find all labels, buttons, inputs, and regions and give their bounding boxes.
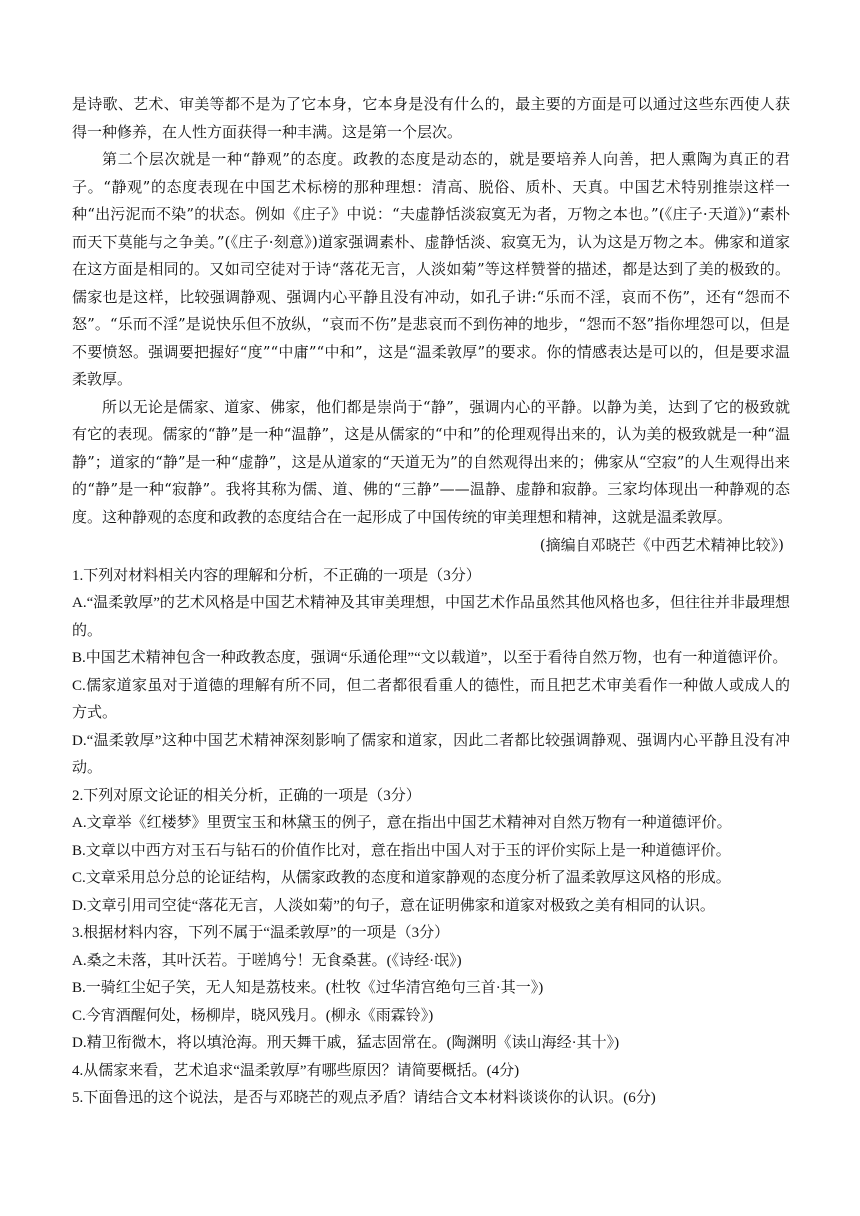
question-option: A.桑之未落，其叶沃若。于嗟鸠兮！无食桑葚。(《诗经·氓》) bbox=[72, 952, 462, 969]
question-option: D.精卫衔微木，将以填沧海。刑天舞干戚，猛志固常在。(陶渊明《读山海经·其十》) bbox=[72, 1035, 620, 1051]
question-option: B.文章以中西方对玉石与钻石的价值作比对，意在指出中国人对于玉的评价实际上是一种道德评价。 bbox=[72, 842, 731, 859]
passage-source: (摘编自邓晓芒《中西艺术精神比较》) bbox=[539, 536, 784, 554]
question-option: C.文章采用总分总的论证结构，从儒家政教的态度和道家静观的态度分析了温柔敦厚这风格的形成。 bbox=[72, 870, 731, 886]
question-option: C.儒家道家虽对于道德的理解有所不同，但二者都很看重人的德性，而且把艺术审美看作一种做人或成人的方式。 bbox=[72, 677, 790, 721]
question-1 bbox=[72, 563, 790, 783]
question-option: A.文章举《红楼梦》里贾宝玉和林黛玉的例子，意在指出中国艺术精神对自然万物有一种道德评价。 bbox=[72, 815, 732, 831]
document-page bbox=[72, 91, 790, 1113]
question-option: D.“温柔敦厚”这种中国艺术精神深刻影响了儒家和道家，因此二者都比较强调静观、强调内心平静且没有冲动。 bbox=[72, 732, 790, 776]
passage-paragraph-1: 是诗歌、艺术、审美等都不是为了它本身，它本身是没有什么的，最主要的方面是可以通过这些东西使人获得一种修养，在人性方面获得一种丰满。这是第一个层次。 bbox=[72, 95, 790, 141]
passage-paragraph-2: 第二个层次就是一种“静观”的态度。政教的态度是动态的，就是要培养人向善，把人熏陶为真正的君子。“静观”的态度表现在中国艺术标榜的那种理想：清高、脱俗、质朴、天真。中国艺术特别推崇这样一种“出污泥而不染”的状态。例如《庄子》中说：“夫虚静恬淡寂寞无为者，万物之本也。”(《庄子·天道》)“素朴而天下莫能与之争美。”(《庄子·刻意》)道家强调素朴、虚静恬淡、寂寞无为，认为这是万物之本。佛家和道家在这方面是相同的。又如司空徒对于诗“落花无言，人淡如菊”等这样赞誉的描述，都是达到了美的极致的。儒家也是这样，比较强调静观、强调内心平静且没有冲动，如孔子讲:“乐而不淫，哀而不伤”，还有“怨而不怒”。“乐而不淫”是说快乐但不放纵，“哀而不伤”是悲哀而不到伤神的地步，“怨而不怒”指你埋怨可以，但是不要愤怒。强调要把握好“度”“中庸”“中和”，这是“温柔敦厚”的要求。你的情感表达是可以的，但是要求温柔敦厚。 bbox=[72, 150, 790, 388]
question-option: C.今宵酒醒何处，杨柳岸，晓风残月。(柳永《雨霖铃》) bbox=[72, 1007, 434, 1024]
question-stem: 2.下列对原文论证的相关分析，正确的一项是（3分） bbox=[72, 787, 421, 804]
question-option: B.中国艺术精神包含一种政教态度，强调“乐通伦理”“文以载道”，以至于看待自然万物，也有一种道德评价。 bbox=[72, 650, 788, 666]
question-option: A.“温柔敦厚”的艺术风格是中国艺术精神及其审美理想，中国艺术作品虽然其他风格也多，但往往并非最理想的。 bbox=[72, 595, 790, 639]
question-stem: 3.根据材料内容，下列不属于“温柔敦厚”的一项是（3分） bbox=[72, 925, 450, 941]
question-stem: 1.下列对材料相关内容的理解和分析，不正确的一项是（3分） bbox=[72, 567, 481, 584]
question-4 bbox=[72, 1058, 790, 1086]
passage-paragraph-3: 所以无论是儒家、道家、佛家，他们都是崇尚于“静”，强调内心的平静。以静为美，达到了它的极致就有它的表现。儒家的“静”是一种“温静”，这是从儒家的“中和”的伦理观得出来的，认为美的极致就是一种“温静”；道家的“静”是一种“虚静”，这是从道家的“天道无为”的自然观得出来的；佛家从“空寂”的人生观得出来的“静”是一种“寂静”。我将其称为儒、道、佛的“三静”——温静、虚静和寂静。三家均体现出一种静观的态度。这种静观的态度和政教的态度结合在一起形成了中国传统的审美理想和精神，这就是温柔敦厚。 bbox=[72, 397, 790, 526]
question-option: B.一骑红尘妃子笑，无人知是荔枝来。(杜牧《过华清宫绝句三首·其一》) bbox=[72, 980, 544, 996]
question-3 bbox=[72, 920, 790, 1058]
question-stem: 4.从儒家来看，艺术追求“温柔敦厚”有哪些原因？请简要概括。(4分) bbox=[72, 1062, 520, 1079]
question-stem: 5.下面鲁迅的这个说法，是否与邓晓芒的观点矛盾？请结合文本材料谈谈你的认识。(6分) bbox=[72, 1090, 656, 1106]
question-option: D.文章引用司空徒“落花无言，人淡如菊”的句子，意在证明佛家和道家对极致之美有相同的认识。 bbox=[72, 897, 715, 914]
question-2 bbox=[72, 783, 790, 921]
question-5 bbox=[72, 1085, 790, 1113]
